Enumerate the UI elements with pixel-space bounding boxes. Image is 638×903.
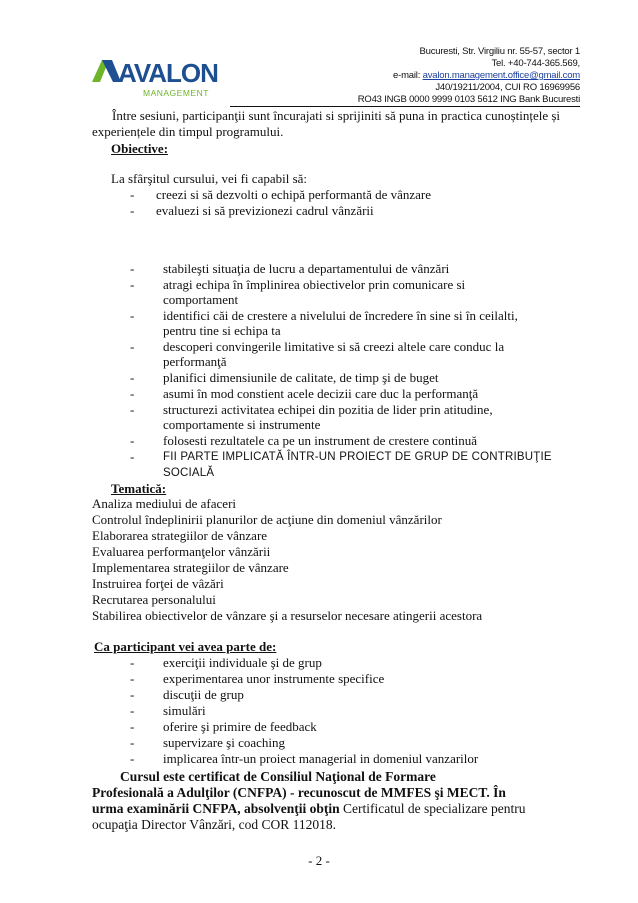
participant-item: simulări bbox=[163, 703, 206, 718]
objective-item: creezi si să dezvolti o echipă performantă de vânzare bbox=[156, 187, 432, 202]
objective-item-cont: pentru tine si echipa ta bbox=[163, 323, 281, 338]
bullet-dash: - bbox=[130, 203, 135, 218]
bullet-dash: - bbox=[130, 703, 135, 718]
email-link[interactable]: avalon.management.office@gmail.com bbox=[422, 70, 580, 81]
objective-item: folosesti rezultatele ca pe un instrument de crestere continuă bbox=[163, 433, 478, 448]
bullet-dash: - bbox=[130, 370, 135, 385]
objective-item: stabileşti situaţia de lucru a departamentului de vânzări bbox=[163, 261, 450, 276]
objective-item-cont: SOCIALĂ bbox=[163, 467, 215, 479]
tematica-item: Stabilirea obiectivelor de vânzare şi a resurselor necesare atingerii acestora bbox=[92, 608, 483, 623]
objective-item-cont: comportament bbox=[163, 292, 239, 307]
company-registry: J40/19211/2004, CUI RO 16969956 bbox=[435, 82, 580, 93]
objective-item-cont: comportamente si instrumente bbox=[163, 417, 321, 432]
objectives-lead: La sfârşitul cursului, vei fi capabil să: bbox=[111, 171, 308, 186]
certification-line-3 bbox=[92, 801, 552, 817]
intro-line-1: Între sesiuni, participanţii sunt încurajati si sprijiniti să puna in practica cunoștințele și bbox=[112, 108, 561, 123]
bullet-dash: - bbox=[130, 433, 135, 448]
bullet-dash: - bbox=[130, 687, 135, 702]
tematica-item: Analiza mediului de afaceri bbox=[92, 496, 237, 511]
bullet-dash: - bbox=[130, 449, 135, 464]
avalon-logo bbox=[88, 52, 228, 102]
objective-item: asumi în mod constient acele decizii care duc la performanţă bbox=[163, 386, 479, 401]
tematica-item: Controlul îndeplinirii planurilor de acţiune din domeniul vânzărilor bbox=[92, 512, 442, 527]
participant-heading: Ca participant vei avea parte de: bbox=[94, 639, 277, 654]
tematica-item: Evaluarea performanţelor vânzării bbox=[92, 544, 271, 559]
tematica-item: Elaborarea strategiilor de vânzare bbox=[92, 528, 268, 543]
objective-item: descoperi convingerile limitative si să creezi altele care conduc la bbox=[163, 339, 505, 354]
avalon-logo-graphic bbox=[88, 52, 228, 102]
certification-line-3-rest: Certificatul de specializare pentru bbox=[339, 801, 526, 816]
tematica-item: Recrutarea personalului bbox=[92, 592, 216, 607]
tematica-item: Implementarea strategiilor de vânzare bbox=[92, 560, 289, 575]
bullet-dash: - bbox=[130, 261, 135, 276]
bullet-dash: - bbox=[130, 277, 135, 292]
tematica-item: Instruirea forţei de vâzări bbox=[92, 576, 224, 591]
participant-item: oferire şi primire de feedback bbox=[163, 719, 317, 734]
company-bank: RO43 INGB 0000 9999 0103 5612 ING Bank Bucuresti bbox=[357, 94, 580, 105]
objective-item: identifici căi de crestere a nivelului de încredere în sine si în ceilalti, bbox=[163, 308, 518, 323]
page-number: - 2 - bbox=[308, 853, 330, 868]
company-address: Bucuresti, Str. Virgiliu nr. 55-57, sector 1 bbox=[419, 46, 580, 57]
objectives-heading: Obiective: bbox=[111, 141, 169, 156]
header-divider bbox=[230, 106, 580, 107]
objective-item-cont: performanţă bbox=[163, 354, 227, 369]
objective-item: FII PARTE IMPLICATĂ ÎNTR-UN PROIECT DE GRUP DE CONTRIBUŢIE bbox=[163, 451, 552, 463]
intro-line-2: experiențele din timpul programului. bbox=[92, 124, 284, 139]
participant-item: experimentarea unor instrumente specifice bbox=[163, 671, 385, 686]
bullet-dash: - bbox=[130, 402, 135, 417]
certification-line-3-bold: urma examinării CNFPA, absolvenţii obţin bbox=[92, 801, 340, 816]
objective-item: evaluezi si să previzionezi cadrul vânzării bbox=[156, 203, 374, 218]
objective-item: planifici dimensiunile de calitate, de timp şi de buget bbox=[163, 370, 439, 385]
certification-line-1: Cursul este certificat de Consiliul Naţional de Formare bbox=[120, 769, 436, 784]
bullet-dash: - bbox=[130, 187, 135, 202]
bullet-dash: - bbox=[130, 339, 135, 354]
bullet-dash: - bbox=[130, 386, 135, 401]
participant-item: discuţii de grup bbox=[163, 687, 244, 702]
company-header-info bbox=[358, 46, 580, 106]
logo-word: AVALON bbox=[118, 58, 218, 88]
bullet-dash: - bbox=[130, 671, 135, 686]
bullet-dash: - bbox=[130, 735, 135, 750]
email-label: e-mail: bbox=[393, 70, 421, 81]
participant-item: exerciţii individuale şi de grup bbox=[163, 655, 322, 670]
objective-item: atragi echipa în împlinirea obiectivelor prin comunicare si bbox=[163, 277, 466, 292]
certification-line-2: Profesională a Adulţilor (CNFPA) - recunoscut de MMFES şi MECT. În bbox=[92, 785, 506, 800]
bullet-dash: - bbox=[130, 655, 135, 670]
company-phone: Tel. +40-744-365.569, bbox=[491, 58, 580, 69]
certification-line-4: ocupaţia Director Vânzări, cod COR 112018. bbox=[92, 817, 337, 832]
objective-item: structurezi activitatea echipei din pozitia de lider prin atitudine, bbox=[163, 402, 493, 417]
logo-subtitle: MANAGEMENT bbox=[143, 88, 209, 98]
participant-item: implicarea într-un proiect managerial in domeniul vanzarilor bbox=[163, 751, 479, 766]
company-email-line bbox=[358, 70, 580, 82]
bullet-dash: - bbox=[130, 308, 135, 323]
participant-item: supervizare şi coaching bbox=[163, 735, 286, 750]
tematica-heading: Tematică: bbox=[111, 481, 167, 496]
bullet-dash: - bbox=[130, 751, 135, 766]
bullet-dash: - bbox=[130, 719, 135, 734]
